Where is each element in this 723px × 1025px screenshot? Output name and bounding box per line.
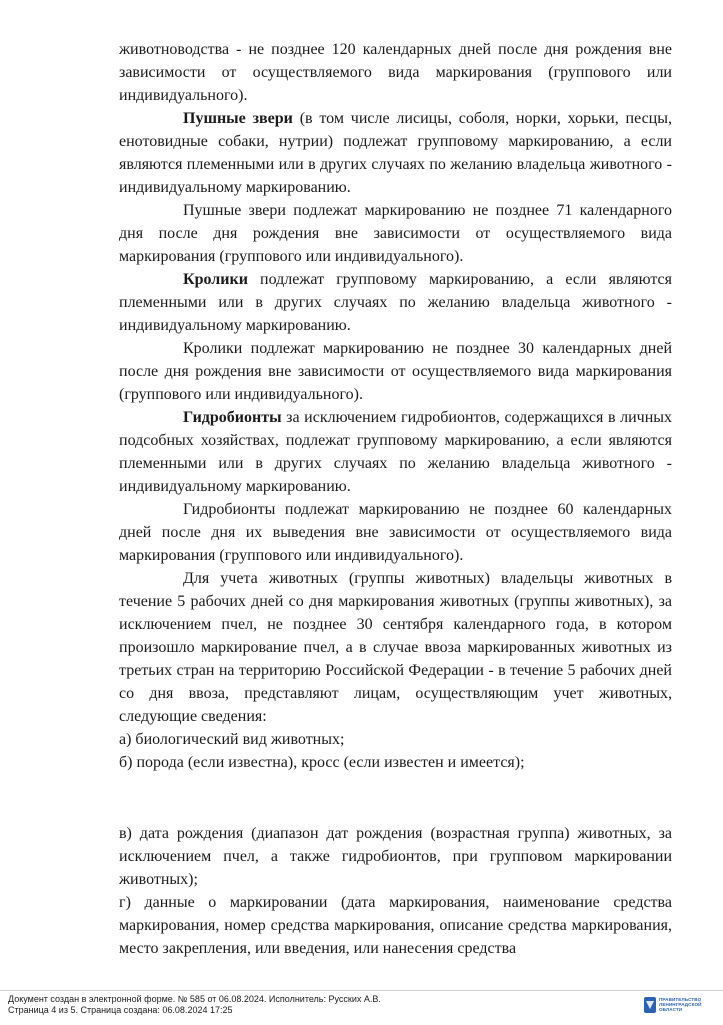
paragraph-accounting: Для учета животных (группы животных) владельцы животных в течение 5 рабочих дней со дня маркирования животных (группы животных), за исключением пчел, не позднее 30 сентября календарного года, в котором произошло маркирование пчел, а в случае ввоза маркированных животных из третьих стран на территорию Российской Федерации - в течение 5 рабочих дней со дня ввоза, представляют лицам, осуществляющим учет животных, следующие сведения: — [119, 570, 672, 725]
list-item-b: б) порода (если известна), кросс (если известен и имеется); — [119, 754, 525, 771]
footer-text — [8, 994, 381, 1016]
logo-text: ПРАВИТЕЛЬСТВО ЛЕНИНГРАДСКОЙ ОБЛАСТИ — [659, 997, 702, 1013]
term-hydrobionts: Гидробионты — [183, 409, 282, 426]
list-item-v: в) дата рождения (диапазон дат рождения (возрастная группа) животных, за исключением пчел, а также гидробионтов, при групповом маркировании животных); — [119, 825, 672, 888]
paragraph-fur-animals-deadline: Пушные звери подлежат маркированию не позднее 71 календарного дня после дня рождения вне зависимости от осуществляемого вида маркирования (группового или индивидуального). — [119, 202, 672, 265]
blank-space — [119, 774, 672, 822]
emblem-icon — [644, 997, 656, 1013]
document-body — [119, 38, 672, 960]
footer-line-page: Страница 4 из 5. Страница создана: 06.08.2024 17:25 — [8, 1005, 233, 1015]
footer-line-document: Документ создан в электронной форме. № 585 от 06.08.2024. Исполнитель: Русских А.В. — [8, 994, 381, 1004]
paragraph-fur-animals: Пушные звери (в том числе лисицы, соболя, норки, хорьки, песцы, енотовидные собаки, нутрии) подлежат групповому маркированию, а если являются племенными или в других случаях по желанию владельца животного - индивидуальному маркированию. — [119, 110, 672, 196]
paragraph-livestock-deadline: животноводства - не позднее 120 календарных дней после дня рождения вне зависимости от осуществляемого вида маркирования (группового или индивидуального). — [119, 41, 672, 104]
page-footer — [0, 990, 723, 1025]
government-logo — [644, 997, 716, 1015]
paragraph-hydrobionts-deadline: Гидробионты подлежат маркированию не позднее 60 календарных дней после дня их выведения вне зависимости от осуществляемого вида маркирования (группового или индивидуального). — [119, 501, 672, 564]
paragraph-hydrobionts: Гидробионты за исключением гидробионтов, содержащихся в личных подсобных хозяйствах, подлежат групповому маркированию, а если являются племенными или в других случаях по желанию владельца животного - индивидуальному маркированию. — [119, 409, 672, 495]
paragraph-rabbits-deadline: Кролики подлежат маркированию не позднее 30 календарных дней после дня рождения вне зависимости от осуществляемого вида маркирования (группового или индивидуального). — [119, 340, 672, 403]
list-item-g: г) данные о маркировании (дата маркирования, наименование средства маркирования, номер средства маркирования, описание средства маркирования, место закрепления, или введения, или нанесения средства — [119, 894, 672, 957]
paragraph-rabbits: Кролики подлежат групповому маркированию, а если являются племенными или в других случаях по желанию владельца животного - индивидуальному маркированию. — [119, 271, 672, 334]
term-rabbits: Кролики — [183, 271, 248, 288]
list-item-a: а) биологический вид животных; — [119, 731, 345, 748]
term-fur-animals: Пушные звери — [183, 110, 293, 127]
